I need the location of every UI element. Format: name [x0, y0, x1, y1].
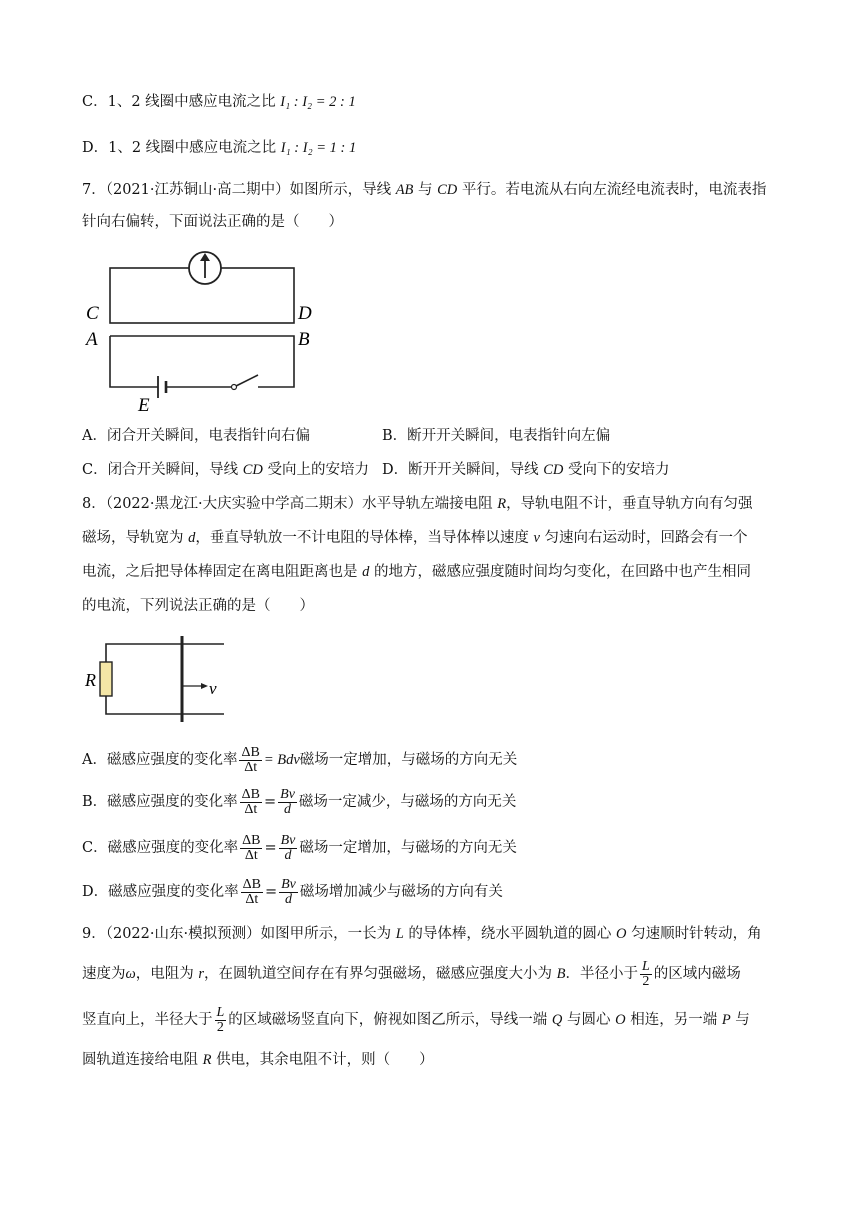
stem-text: 平行。若电流从右向左流经电流表时，电流表指 — [457, 182, 767, 198]
option-text: D．磁感应强度的变化率 — [82, 884, 239, 900]
stem-text: 与 — [730, 1012, 750, 1028]
frac-num: ΔB — [241, 744, 260, 760]
frac-den: Δt — [244, 847, 258, 863]
stem-text: 7．（2021·江苏铜山·高二期中）如图所示，导线 — [82, 182, 396, 198]
label-c: C — [86, 303, 99, 324]
option-text: C．闭合开关瞬间，导线 — [82, 462, 243, 478]
option-math: I₁ : I₂ = 1 : 1 — [280, 140, 357, 156]
var-ab: AB — [395, 182, 414, 198]
option-text: A．磁感应强度的变化率 — [82, 752, 238, 768]
option-text: D．1、2 线圈中感应电流之比 — [82, 140, 281, 156]
fraction — [278, 788, 297, 817]
option-text: 受向下的安培力 — [563, 462, 670, 478]
stem-text: 匀速向右运动时，回路会有一个 — [539, 530, 748, 546]
option-tail: 磁场一定减少，与磁场的方向无关 — [298, 794, 517, 810]
stem-text: 与圆心 — [562, 1012, 616, 1028]
option-math: I₁ : I₂ = 2 : 1 — [280, 94, 356, 110]
option-tail: 磁场增加减少与磁场的方向有关 — [299, 884, 503, 900]
option-c-q7 — [82, 460, 369, 480]
frac-num: Bv — [280, 832, 296, 848]
fraction — [239, 746, 261, 775]
var-l: L — [395, 926, 404, 942]
option-b-q7 — [382, 426, 610, 446]
stem-text: 的地方，磁感应强度随时间均匀变化，在回路中也产生相同 — [369, 564, 751, 580]
stem-text: 9．（2022·山东·模拟预测）如图甲所示，一长为 — [82, 926, 396, 942]
label-e: E — [138, 395, 150, 416]
option-b-q8 — [82, 784, 516, 820]
frac-num: L — [641, 958, 650, 974]
var-cd: CD — [543, 462, 564, 478]
label-d: D — [298, 303, 312, 324]
rhs: = — [264, 794, 277, 810]
stem-text: ，电阻为 — [135, 966, 199, 982]
frac-num: ΔB — [242, 832, 261, 848]
var-p: P — [721, 1012, 731, 1028]
stem-text: 相连，另一端 — [625, 1012, 722, 1028]
option-d-q8 — [82, 874, 503, 910]
var-R: R — [202, 1052, 212, 1068]
stem-text: ，在圆轨道空间存在有界匀强磁场，磁感应强度大小为 — [204, 966, 557, 982]
q9-stem-line2 — [82, 956, 741, 992]
option-tail: 磁场一定增加，与磁场的方向无关 — [299, 752, 518, 768]
option-text: A．闭合开关瞬间，电表指针向右偏 — [82, 428, 310, 444]
frac-den: 2 — [642, 973, 650, 989]
var-r: r — [198, 966, 205, 982]
fraction — [240, 834, 262, 863]
option-tail: 磁场一定增加，与磁场的方向无关 — [299, 840, 517, 856]
option-text: 受向上的安培力 — [262, 462, 369, 478]
var-v: v — [533, 530, 540, 546]
stem-text: ，垂直导轨放一不计电阻的导体棒，当导体棒以速度 — [195, 530, 534, 546]
frac-den: Δt — [244, 759, 258, 775]
stem-text: 圆轨道连接给电阻 — [82, 1052, 203, 1068]
stem-text: 的区域内磁场 — [653, 966, 741, 982]
var-o: O — [615, 1012, 626, 1028]
stem-text: 电流，之后把导体棒固定在离电阻距离也是 — [82, 564, 363, 580]
option-text: B．磁感应强度的变化率 — [82, 794, 238, 810]
stem-text: 速度为 — [82, 966, 126, 982]
stem-text: 竖直向上，半径大于 — [82, 1012, 213, 1028]
q8-stem-line2 — [82, 528, 748, 548]
option-d-q7 — [382, 460, 670, 480]
stem-text: 供电，其余电阻不计，则（ ） — [211, 1052, 434, 1068]
frac-den: d — [284, 847, 292, 863]
label-a: A — [86, 329, 98, 350]
fraction — [215, 1006, 227, 1035]
var-cd: CD — [437, 182, 458, 198]
frac-num: ΔB — [242, 876, 261, 892]
q8-stem-line1 — [82, 494, 753, 514]
q7-circuit-figure — [82, 246, 322, 416]
q9-stem-line1 — [82, 924, 762, 944]
var-omega: ω — [125, 966, 136, 982]
q8-stem-line4 — [82, 596, 314, 616]
fraction — [279, 878, 298, 907]
fraction — [640, 960, 652, 989]
stem-text: ，导轨电阻不计，垂直导轨方向有匀强 — [506, 496, 753, 512]
q7-stem-line1 — [82, 180, 766, 200]
option-a-q7 — [82, 426, 310, 446]
stem-text: 的电流，下列说法正确的是（ ） — [82, 598, 314, 614]
frac-den: d — [285, 891, 292, 907]
q8-rail-figure — [82, 636, 232, 726]
label-v: v — [209, 679, 217, 698]
frac-num: ΔB — [241, 786, 260, 802]
stem-text: 的导体棒，绕水平圆轨道的圆心 — [403, 926, 616, 942]
stem-text: 8．（2022·黑龙江·大庆实验中学高二期末）水平导轨左端接电阻 — [82, 496, 498, 512]
option-text: C．磁感应强度的变化率 — [82, 840, 239, 856]
frac-num: Bv — [280, 786, 295, 802]
frac-den: d — [284, 801, 292, 817]
label-b: B — [298, 329, 310, 350]
stem-text: 针向右偏转，下面说法正确的是（ ） — [82, 214, 343, 230]
option-c-q8 — [82, 830, 517, 866]
option-text: B．断开开关瞬间，电表指针向左偏 — [382, 428, 611, 444]
resistor-icon — [100, 662, 112, 696]
q7-stem-line2 — [82, 212, 343, 232]
fraction — [279, 834, 298, 863]
stem-text: 与 — [413, 182, 438, 198]
stem-text: 的区域磁场竖直向下，俯视如图乙所示，导线一端 — [228, 1012, 552, 1028]
q9-stem-line3 — [82, 1002, 750, 1038]
q9-stem-line4 — [82, 1050, 434, 1070]
var-r: R — [497, 496, 507, 512]
stem-text: 匀速顺时针转动，角 — [626, 926, 762, 942]
var-o: O — [616, 926, 627, 942]
stem-text: ．半径小于 — [565, 966, 638, 982]
rhs: = — [264, 884, 278, 900]
frac-den: Δt — [244, 801, 258, 817]
var-d: d — [188, 530, 196, 546]
stem-text: 磁场，导轨宽为 — [82, 530, 189, 546]
q8-stem-line3 — [82, 562, 751, 582]
rhs: = — [264, 840, 277, 856]
var-q: Q — [551, 1012, 563, 1028]
option-text: D．断开开关瞬间，导线 — [382, 462, 544, 478]
frac-den: 2 — [216, 1019, 224, 1035]
frac-num: Bv — [281, 876, 296, 892]
frac-num: L — [216, 1004, 225, 1020]
rhs: = Bdv — [263, 752, 300, 768]
var-cd: CD — [242, 462, 263, 478]
frac-den: Δt — [245, 891, 259, 907]
option-c-q6 — [82, 92, 356, 112]
option-a-q8 — [82, 742, 517, 778]
var-b: B — [556, 966, 566, 982]
fraction — [241, 878, 263, 907]
label-r: R — [85, 670, 96, 690]
var-d: d — [362, 564, 370, 580]
option-d-q6 — [82, 138, 356, 158]
option-text: C．1、2 线圈中感应电流之比 — [82, 94, 281, 110]
fraction — [240, 788, 262, 817]
